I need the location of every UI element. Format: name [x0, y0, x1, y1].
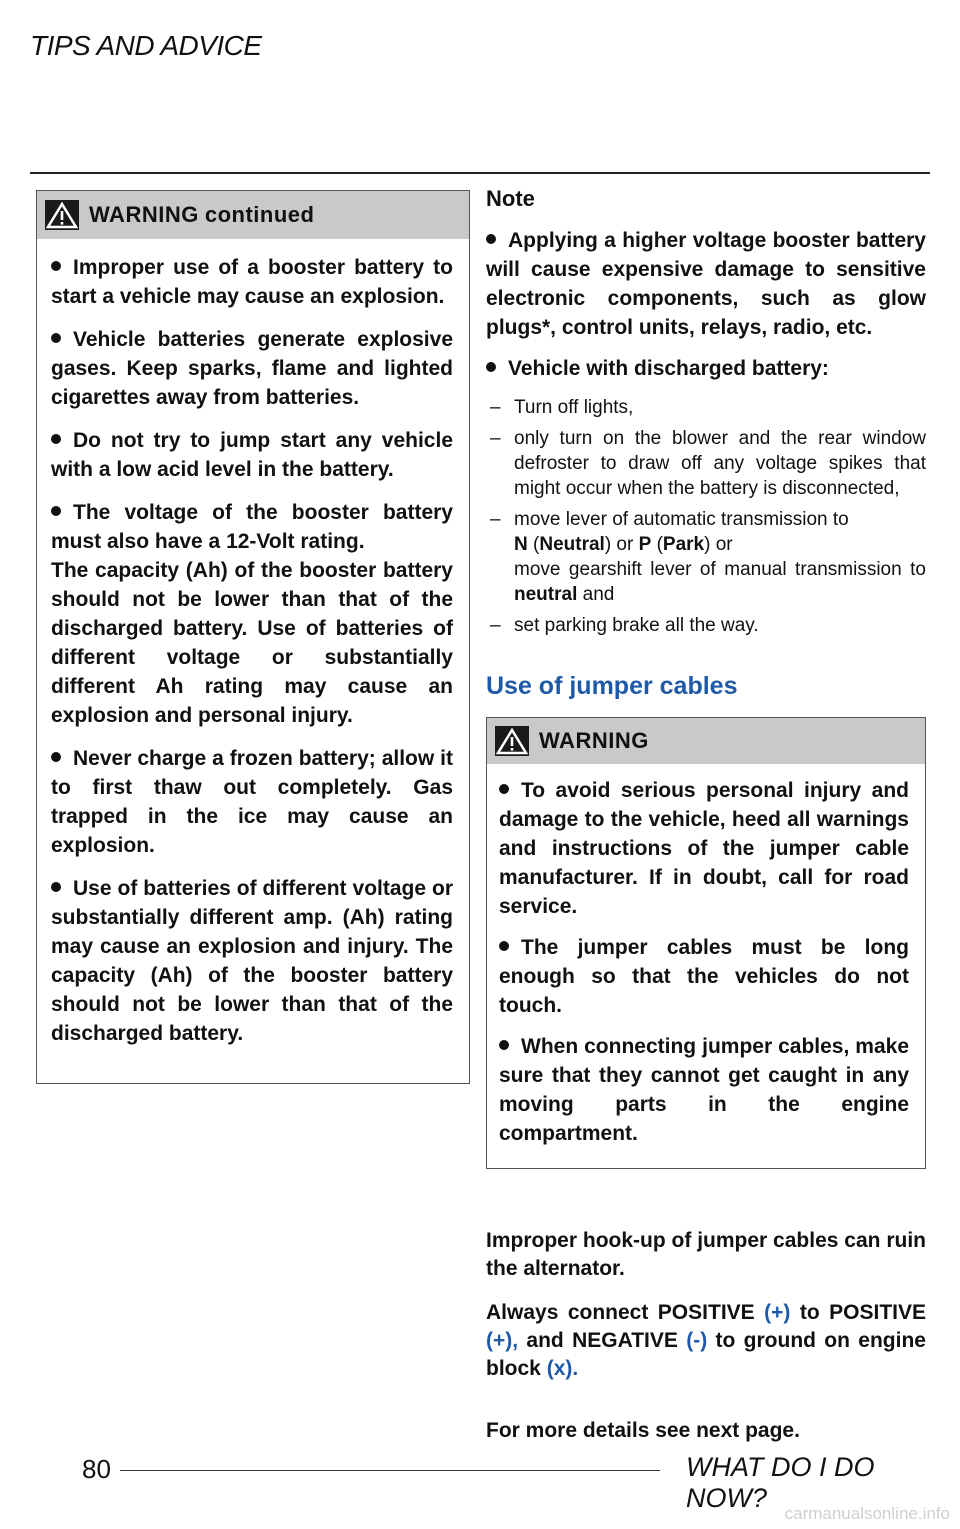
watermark: carmanualsonline.info	[784, 1504, 950, 1523]
warning-items	[37, 239, 469, 1048]
footer-divider	[120, 1470, 660, 1471]
procedure-step-text: only turn on the blower and the rear window defroster to draw off any voltage spikes that might occur when the battery is disconnected,	[514, 428, 926, 499]
gear-p-paren: (Park)	[656, 534, 711, 555]
bullet-icon	[51, 434, 61, 444]
instruction-text: to POSITIVE	[799, 1301, 926, 1324]
warning-item	[51, 874, 453, 1048]
note-bullet-text: Vehicle with discharged battery:	[508, 357, 829, 380]
procedure-step: – move lever of automatic transmission to N (Neutral) or P (Park) or move gearshift lever of manual transmission to neutral and	[490, 509, 926, 605]
jumper-warning-box	[486, 717, 926, 1169]
bullet-icon	[486, 234, 496, 244]
note-bullet	[486, 354, 926, 383]
hookup-warning-text: Improper hook-up of jumper cables can ruin the alternator.	[486, 1229, 926, 1280]
warning-item	[51, 426, 453, 484]
warning-item	[499, 1032, 909, 1148]
warning-item-text: Do not try to jump start any vehicle with a low acid level in the battery.	[51, 429, 453, 481]
warning-item-text: The jumper cables must be long enough so that the vehicles do not touch.	[499, 936, 909, 1017]
instruction-text: to ground on engine block	[486, 1329, 926, 1380]
warning-continued-label: continued	[204, 202, 315, 227]
warning-title-text: WARNING	[89, 202, 199, 227]
instruction-text: Always connect POSITIVE	[486, 1301, 755, 1324]
note-bullet	[486, 226, 926, 342]
warning-item-text: Never charge a frozen battery; allow it to first thaw out completely. Gas trapped in the ice may cause an explosion.	[51, 747, 453, 857]
section-header: TIPS AND ADVICE	[30, 30, 262, 61]
negative-symbol: (-)	[686, 1329, 708, 1352]
warning-title: WARNING	[539, 728, 649, 753]
warning-triangle-icon	[495, 726, 529, 756]
note-bullet-text: Applying a higher voltage booster battery will cause expensive damage to sensitive electronic components, such as glow plugs*, control units, relays, radio, etc.	[486, 229, 926, 339]
right-column	[486, 186, 926, 1461]
warning-item-text: Use of batteries of different voltage or substantially different amp. (Ah) rating may cause an explosion and injury. The capacity (Ah) of the booster battery should not be lower than that of the discharged battery.	[51, 877, 453, 1045]
positive-symbol: (+),	[486, 1329, 519, 1352]
procedure-step-text: set parking brake all the way.	[514, 615, 759, 636]
gear-p-label: P	[638, 534, 652, 555]
bullet-icon	[499, 941, 509, 951]
gear-n-label: N	[514, 534, 528, 555]
ground-symbol: (x).	[546, 1357, 579, 1380]
procedure-step: – set parking brake all the way.	[490, 615, 759, 636]
bullet-icon	[499, 1040, 509, 1050]
procedure-step-text: and	[582, 584, 615, 605]
procedure-step: – Turn off lights,	[490, 397, 634, 418]
procedure-step: – only turn on the blower and the rear window defroster to draw off any voltage spikes that might occur when the battery is disconnected,	[490, 428, 926, 499]
jumper-warning-items	[487, 764, 925, 1168]
gear-n-paren: (Neutral)	[533, 534, 612, 555]
procedure-step-text: or	[715, 534, 733, 555]
warning-box-continued	[36, 190, 470, 1084]
footer-chapter-title: WHAT DO I DO NOW?	[686, 1452, 875, 1513]
bullet-icon	[51, 752, 61, 762]
warning-title	[89, 202, 314, 228]
bullet-icon	[486, 362, 496, 372]
warning-item-text: To avoid serious personal injury and damage to the vehicle, heed all warnings and instructions of the jumper cable manufacturer. If in doubt, call for road service.	[499, 779, 909, 918]
page-number: 80	[82, 1454, 111, 1484]
procedure-step-text: Turn off lights,	[514, 397, 634, 418]
neutral-label: neutral	[514, 584, 578, 605]
warning-item	[51, 253, 453, 311]
warning-item	[499, 933, 909, 1020]
instruction-text: and NEGATIVE	[526, 1329, 678, 1352]
warning-item	[499, 776, 909, 921]
warning-header	[487, 718, 925, 764]
warning-header	[37, 191, 469, 239]
header-divider	[30, 172, 930, 174]
warning-item-text: The voltage of the booster battery must also have a 12-Volt rating.	[51, 501, 453, 553]
warning-item	[51, 744, 453, 860]
procedure-step-text: move lever of automatic transmission to	[514, 509, 849, 530]
note-title: Note	[486, 186, 535, 211]
connection-instructions	[486, 1299, 926, 1383]
jumper-section-title: Use of jumper cables	[486, 672, 738, 700]
warning-item-text: Vehicle batteries generate explosive gases. Keep sparks, flame and lighted cigarettes away from batteries.	[51, 328, 453, 409]
procedure-step-text: or	[616, 534, 634, 555]
procedure-step-text: move gearshift lever of manual transmission to	[514, 559, 926, 580]
warning-item	[51, 498, 453, 730]
warning-item-subtext: The capacity (Ah) of the booster battery should not be lower than that of the discharged battery. Use of batteries of different voltage or substantially different Ah rating may cause an explosion and personal injury.	[51, 559, 453, 727]
bullet-icon	[51, 882, 61, 892]
more-details-text: For more details see next page.	[486, 1419, 800, 1442]
warning-item-text: Improper use of a booster battery to start a vehicle may cause an explosion.	[51, 256, 453, 308]
bullet-icon	[51, 261, 61, 271]
bullet-icon	[499, 784, 509, 794]
warning-triangle-icon	[45, 200, 79, 230]
warning-item-text: When connecting jumper cables, make sure that they cannot get caught in any moving parts in the engine compartment.	[499, 1035, 909, 1145]
warning-item	[51, 325, 453, 412]
bullet-icon	[51, 333, 61, 343]
bullet-icon	[51, 506, 61, 516]
positive-symbol: (+)	[764, 1301, 791, 1324]
